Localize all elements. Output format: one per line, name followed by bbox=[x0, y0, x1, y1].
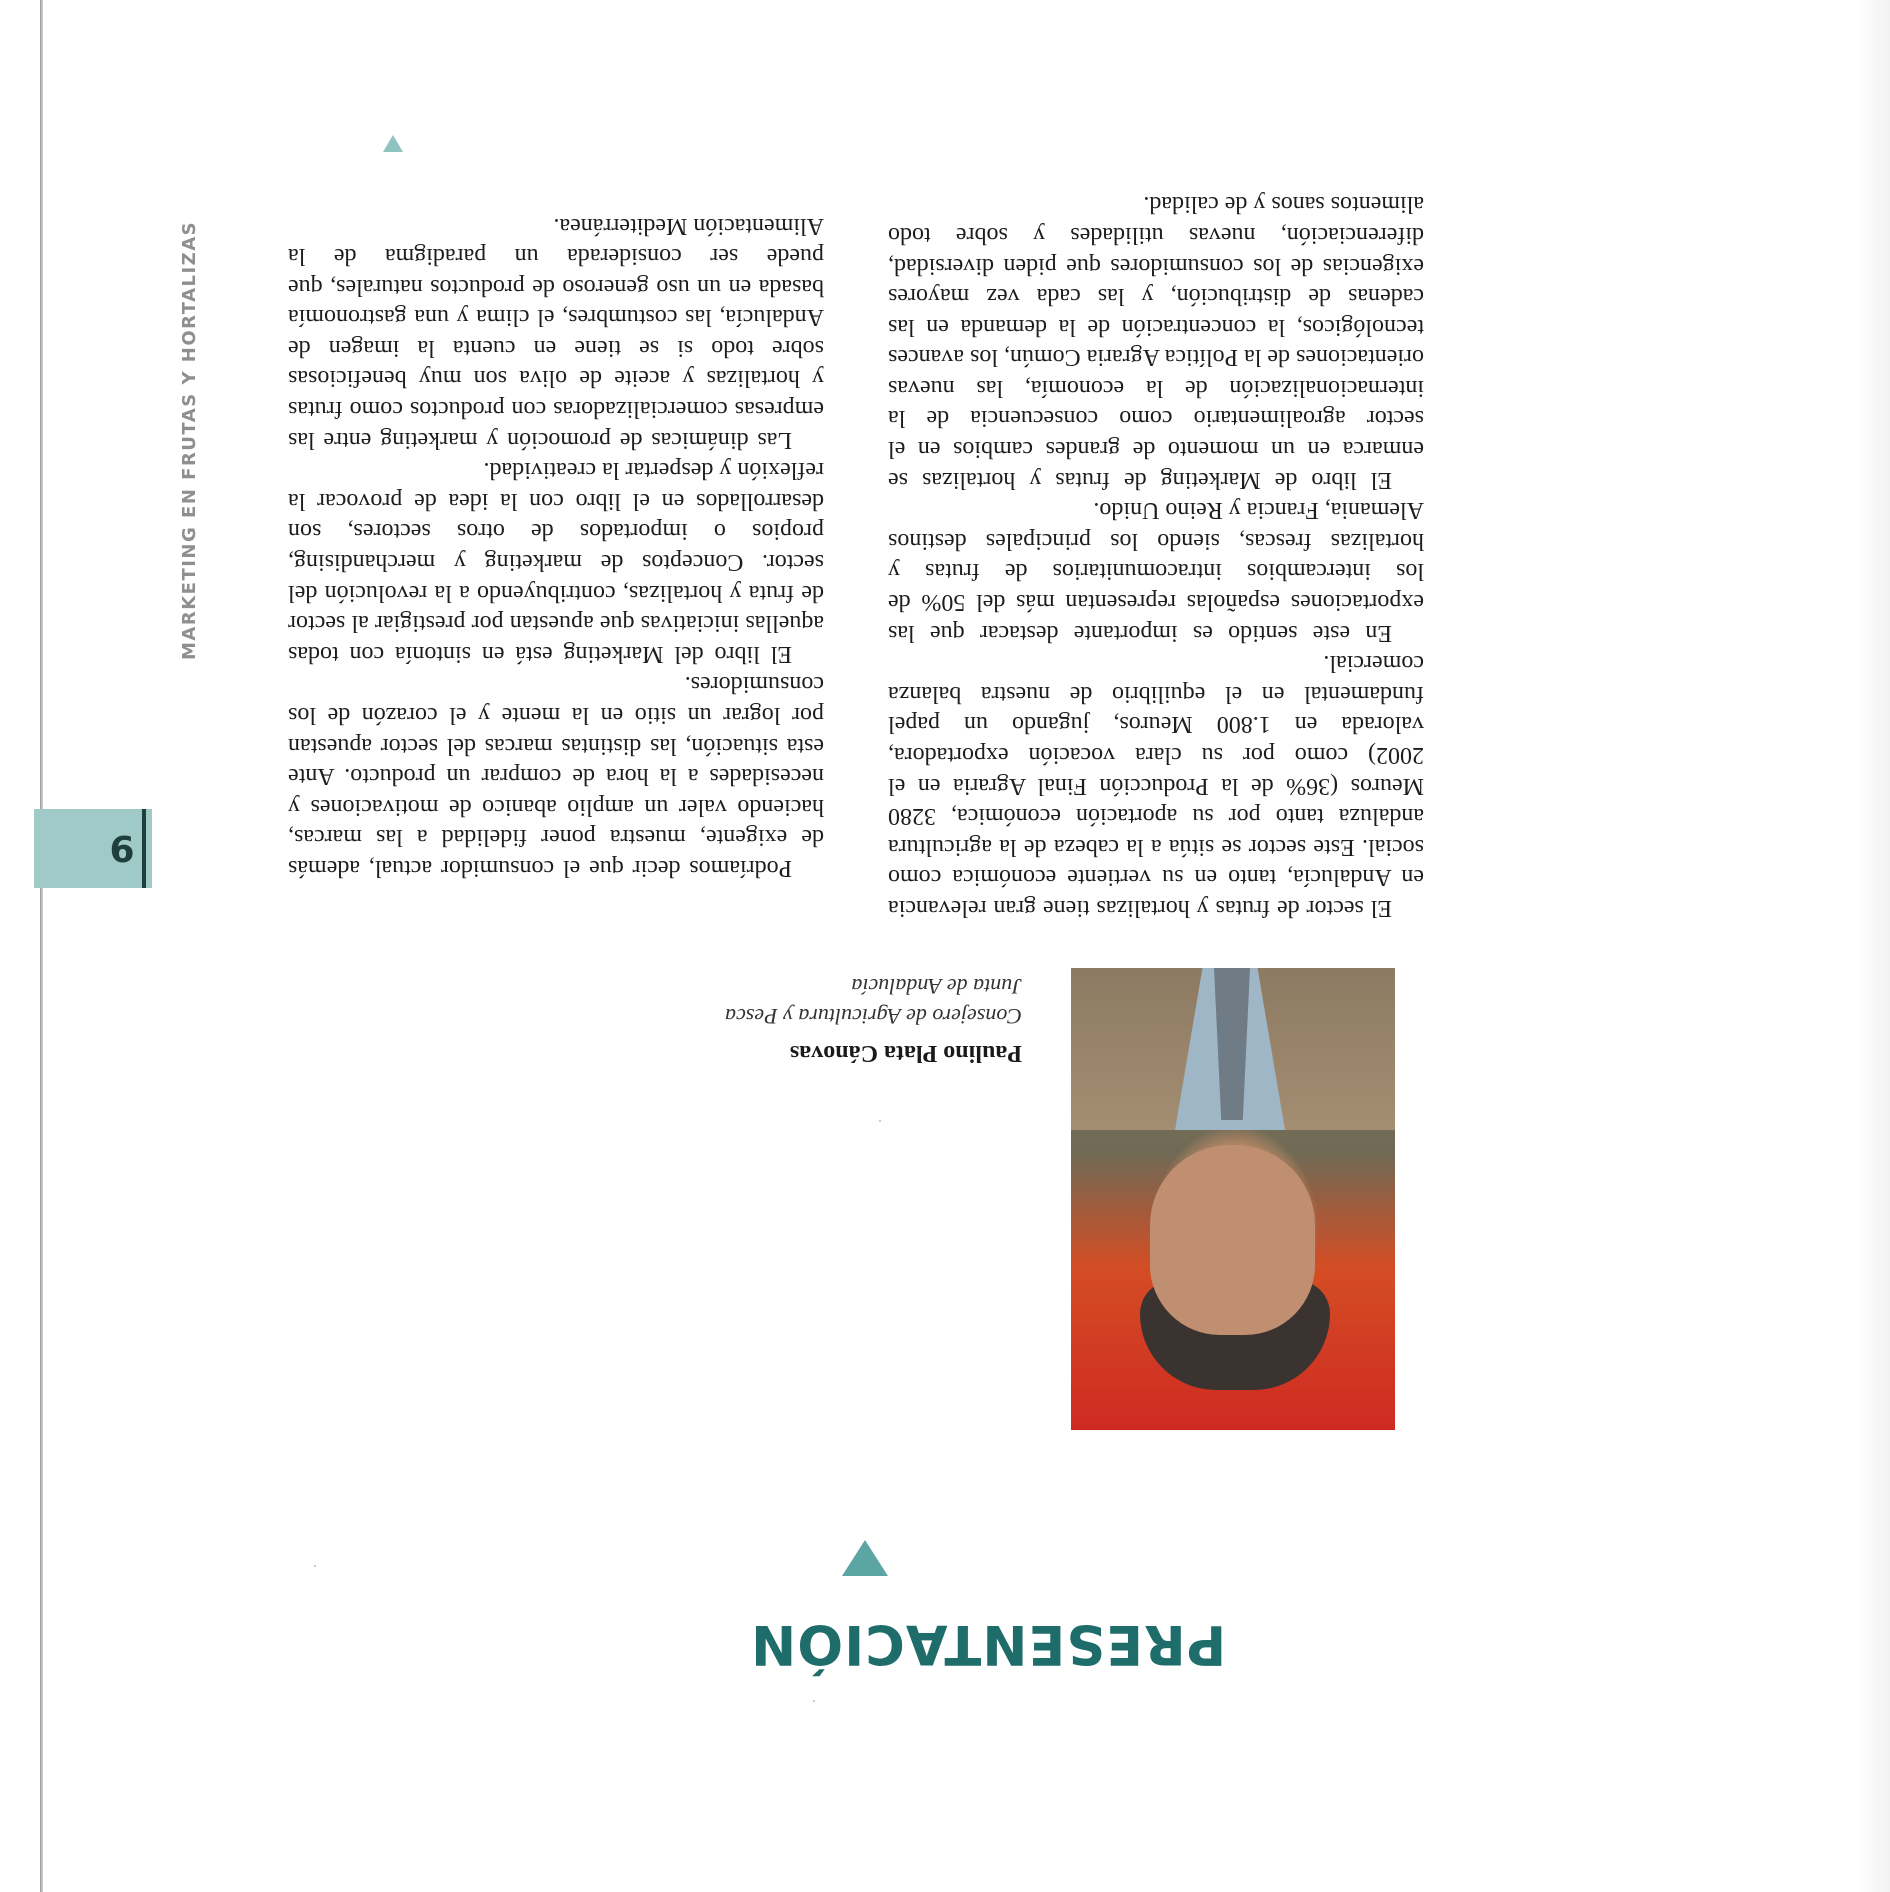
scan-speck bbox=[879, 1120, 881, 1122]
photo-face bbox=[1150, 1145, 1315, 1335]
paragraph: El libro del Marketing está en sintonía con todas aquellas iniciativas que apuestan por prestigiar al sector de fruta y hortalizas, contribuyendo a la revolución del sector. Conceptos de marketing y merchandising, propios o importados de otros sectores, son desarrollados en el libro con la idea de provocar la reflexión y despertar la creatividad. bbox=[288, 457, 824, 667]
paragraph: El libro de Marketing de frutas y hortalizas se enmarca en un momento de grandes cambios en el sector agroalimentario como consecuencia de la internacionalización de la economía, las nuevas orientaciones de la Política Agraria Común, los avances tecnológicos, la concentración de la demanda en las cadenas de distribución, y las cada vez mayores exigencias de los consumidores que piden diversidad, diferenciación, nuevas utilidades y sobre todo alimentos sanos y de calidad. bbox=[888, 191, 1424, 493]
end-triangle-icon bbox=[383, 135, 403, 152]
page-tab-bar bbox=[142, 809, 146, 888]
author-role-line2: Junta de Andalucía bbox=[851, 974, 1022, 999]
paragraph: Podríamos decir que el consumidor actual, además de exigente, muestra poner fidelidad a las marcas, haciendo valer un amplio abanico de motivaciones y necesidades a la hora de comprar un producto. Ante esta situación, las distintas marcas del sector apuestan por lograr un sitio en la mente y el corazón de los consumidores. bbox=[288, 671, 824, 881]
scan-speck bbox=[813, 1700, 815, 1702]
author-name: Paulino Plata Cánovas bbox=[789, 1040, 1022, 1066]
author-role bbox=[562, 971, 1022, 1031]
paragraph: El sector de frutas y hortalizas tiene gran relevancia en Andalucía, tanto en su vertiente económica como social. Este sector se sitúa a la cabeza de la agricultura andaluza tanto por su aportación económica, 3280 Meuros (36% de la Producción Final Agraria en el 2002) como por su clara vocación exportadora, valorada en 1.800 Meuros, jugando un papel fundamental en el equilibrio de nuestra balanza comercial. bbox=[888, 650, 1424, 921]
title-triangle-icon bbox=[842, 1540, 888, 1576]
text-column-left bbox=[888, 189, 1424, 923]
author-block bbox=[562, 971, 1022, 1066]
page-title: PRESENTACIÓN bbox=[750, 1613, 1227, 1676]
author-role-line1: Consejero de Agricultura y Pesca bbox=[725, 1004, 1022, 1029]
scan-shadow-right bbox=[40, 0, 43, 1892]
author-photo bbox=[1071, 968, 1395, 1430]
scan-shadow-left bbox=[1856, 0, 1890, 1892]
section-title-vertical: MARKETING EN FRUTAS Y HORTALIZAS bbox=[179, 220, 200, 660]
text-column-right bbox=[288, 210, 824, 883]
paragraph: En este sentido es importante destacar que las exportaciones españolas representan más del 50% de los intercambios intracomunitarios de frutas y hortalizas frescas, siendo los principales destinos Alemania, Francia y Reino Unido. bbox=[888, 497, 1424, 646]
page-number: 9 bbox=[109, 827, 135, 869]
scan-speck bbox=[314, 1565, 316, 1567]
paragraph: Las dinámicas de promoción y marketing entre las empresas comercializadoras con productos como frutas y hortalizas y aceite de oliva son muy beneficiosas sobre todo si se tiene en cuenta la imagen de Andalucía, las costumbres, el clima y una gastronomía basada en un uso generoso de productos naturales, que puede ser considerada un paradigma de la Alimentación Mediterránea. bbox=[288, 212, 824, 453]
